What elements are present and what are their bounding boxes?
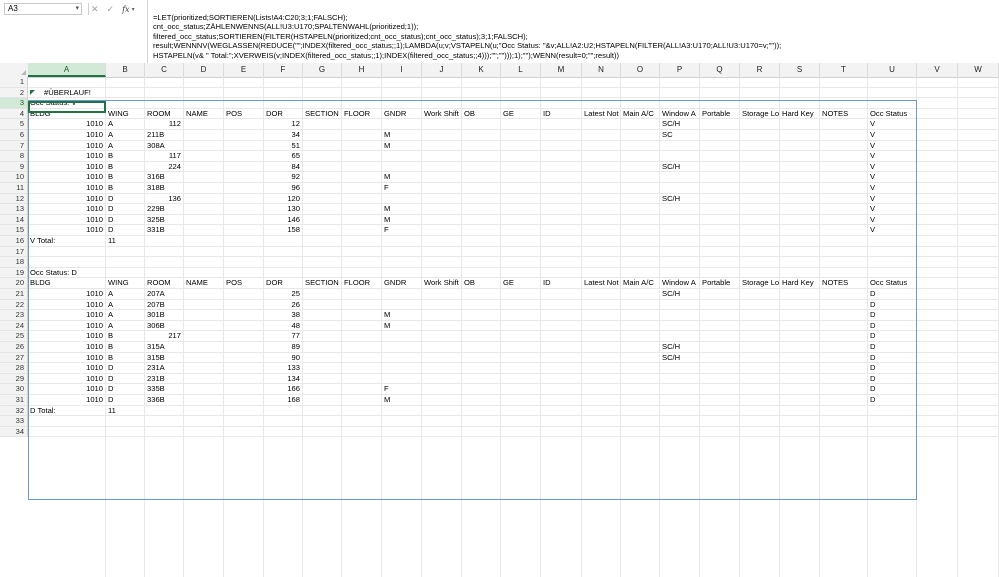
row-header[interactable]: 21 bbox=[0, 289, 28, 300]
cell-u12[interactable]: V bbox=[870, 193, 876, 203]
cell-i14[interactable]: M bbox=[384, 214, 391, 224]
cell-a11[interactable]: 1010 bbox=[86, 183, 103, 192]
select-all-corner[interactable] bbox=[0, 63, 29, 77]
cell-a6[interactable]: 1010 bbox=[86, 130, 103, 139]
cell-i10[interactable]: M bbox=[384, 172, 391, 182]
cell-h20[interactable]: FLOOR bbox=[344, 278, 371, 288]
row-header[interactable]: 7 bbox=[0, 141, 28, 152]
cell-a23[interactable]: 1010 bbox=[86, 310, 103, 320]
separator bbox=[88, 3, 89, 15]
cell-f13[interactable]: 130 bbox=[287, 204, 300, 214]
insert-function-icon[interactable]: fx bbox=[122, 4, 130, 14]
formula-input[interactable] bbox=[147, 0, 997, 72]
column-headers bbox=[0, 63, 999, 78]
cell-a26[interactable]: 1010 bbox=[86, 342, 103, 351]
cell-i4[interactable]: GNDR bbox=[384, 108, 407, 118]
row-header[interactable]: 2 bbox=[0, 88, 28, 99]
cell-u27[interactable]: D bbox=[870, 352, 876, 362]
row-header[interactable]: 20 bbox=[0, 278, 28, 289]
cell-p21[interactable]: SC/H bbox=[662, 289, 681, 298]
cell-b7[interactable]: A bbox=[108, 140, 114, 150]
formula-bar-buttons bbox=[91, 3, 135, 15]
cell-a29[interactable]: 1010 bbox=[86, 373, 103, 383]
cancel-icon[interactable]: ✕ bbox=[91, 3, 99, 14]
cell-c5[interactable]: 112 bbox=[168, 119, 181, 129]
cell-c27[interactable]: 315B bbox=[147, 352, 165, 362]
cell-c21[interactable]: 207A bbox=[147, 289, 165, 298]
cell-a22[interactable]: 1010 bbox=[86, 299, 103, 309]
cell-b26[interactable]: B bbox=[108, 342, 114, 351]
row-header[interactable]: 18 bbox=[0, 257, 28, 268]
cell-a16[interactable]: V Total: bbox=[30, 236, 56, 245]
cell-a5[interactable]: 1010 bbox=[86, 119, 103, 129]
cell-u29[interactable]: D bbox=[870, 373, 876, 383]
formula-line: cnt_occ_status;ZÄHLENWENNS(ALL!U3:U170;SPALTENWAHL(prioritized;1)); bbox=[153, 22, 419, 32]
row-header[interactable]: 5 bbox=[0, 119, 28, 130]
cell-o4[interactable]: Main A/C bbox=[623, 108, 654, 118]
row-header[interactable]: 8 bbox=[0, 151, 28, 162]
cell-a14[interactable]: 1010 bbox=[86, 214, 103, 224]
column-header-w[interactable]: W bbox=[958, 63, 999, 77]
cell-t4[interactable]: NOTES bbox=[822, 108, 849, 118]
cell-i23[interactable]: M bbox=[384, 310, 391, 320]
cell-a24[interactable]: 1010 bbox=[86, 320, 103, 330]
cell-f29[interactable]: 134 bbox=[287, 373, 300, 383]
cell-a10[interactable]: 1010 bbox=[86, 172, 103, 182]
cell-f4[interactable]: DOR bbox=[266, 108, 283, 118]
enter-check-icon[interactable]: ✓ bbox=[106, 3, 115, 14]
cell-f26[interactable]: 89 bbox=[291, 342, 300, 351]
cell-u15[interactable]: V bbox=[870, 225, 876, 235]
cell-c28[interactable]: 231A bbox=[147, 363, 165, 373]
cell-i6[interactable]: M bbox=[384, 130, 391, 139]
cell-a25[interactable]: 1010 bbox=[86, 331, 103, 341]
cell-f27[interactable]: 90 bbox=[291, 352, 300, 362]
cell-a28[interactable]: 1010 bbox=[86, 363, 103, 373]
cell-r20[interactable]: Storage Lo bbox=[742, 278, 780, 288]
column-header-t[interactable]: T bbox=[820, 63, 868, 77]
cell-b11[interactable]: B bbox=[108, 183, 114, 192]
cell-b8[interactable]: B bbox=[108, 151, 114, 161]
table-row bbox=[0, 88, 999, 99]
cell-f5[interactable]: 12 bbox=[291, 119, 300, 129]
cell-f14[interactable]: 146 bbox=[287, 214, 300, 224]
cell-f11[interactable]: 96 bbox=[291, 183, 300, 192]
chevron-down-icon[interactable]: ▾ bbox=[131, 6, 135, 13]
cell-f23[interactable]: 38 bbox=[291, 310, 300, 320]
cell-c15[interactable]: 331B bbox=[147, 225, 165, 235]
cell-f24[interactable]: 48 bbox=[291, 320, 300, 330]
cell-b15[interactable]: D bbox=[108, 225, 114, 235]
row-header[interactable]: 31 bbox=[0, 395, 28, 406]
cell-f21[interactable]: 25 bbox=[291, 289, 300, 298]
row-header[interactable]: 17 bbox=[0, 247, 28, 258]
active-cell-selection bbox=[28, 101, 106, 113]
row-header[interactable]: 28 bbox=[0, 363, 28, 374]
cell-c7[interactable]: 308A bbox=[147, 140, 165, 150]
cell-u21[interactable]: D bbox=[870, 289, 876, 298]
cell-f15[interactable]: 158 bbox=[287, 225, 300, 235]
row-header[interactable]: 34 bbox=[0, 427, 28, 438]
cell-u4[interactable]: Occ Status bbox=[870, 108, 908, 118]
cell-b14[interactable]: D bbox=[108, 214, 114, 224]
column-header-m[interactable]: M bbox=[541, 63, 582, 77]
cell-c13[interactable]: 229B bbox=[147, 204, 165, 214]
cell-b6[interactable]: A bbox=[108, 130, 114, 139]
cell-p12[interactable]: SC/H bbox=[662, 193, 681, 203]
cell-a3[interactable]: Occ Status: V bbox=[30, 98, 77, 108]
cell-b23[interactable]: A bbox=[108, 310, 114, 320]
cell-a8[interactable]: 1010 bbox=[86, 151, 103, 161]
row-header[interactable]: 32 bbox=[0, 406, 28, 417]
cell-d4[interactable]: NAME bbox=[186, 108, 208, 118]
cell-a2[interactable]: #ÜBERLAUF! bbox=[44, 87, 91, 97]
cell-k4[interactable]: OB bbox=[464, 108, 475, 118]
cell-c24[interactable]: 306B bbox=[147, 320, 165, 330]
cell-i13[interactable]: M bbox=[384, 204, 391, 214]
chevron-down-icon[interactable]: ▾ bbox=[75, 5, 79, 12]
cell-a30[interactable]: 1010 bbox=[86, 384, 103, 394]
column-header-a[interactable]: A bbox=[28, 63, 106, 77]
cell-c25[interactable]: 217 bbox=[168, 331, 181, 341]
cell-f7[interactable]: 51 bbox=[291, 140, 300, 150]
cell-g4[interactable]: SECTION bbox=[305, 108, 339, 118]
column-header-v[interactable]: V bbox=[917, 63, 958, 77]
cell-b12[interactable]: D bbox=[108, 193, 114, 203]
cell-b9[interactable]: B bbox=[108, 161, 114, 171]
cell-u7[interactable]: V bbox=[870, 140, 876, 150]
cell-n20[interactable]: Latest Not bbox=[584, 278, 619, 288]
cell-c20[interactable]: ROOM bbox=[147, 278, 171, 288]
error-indicator-icon[interactable] bbox=[30, 90, 35, 95]
cell-a13[interactable]: 1010 bbox=[86, 204, 103, 214]
cell-f31[interactable]: 168 bbox=[287, 395, 300, 404]
cell-a19[interactable]: Occ Status: D bbox=[30, 267, 77, 277]
cell-f8[interactable]: 65 bbox=[291, 151, 300, 161]
row-header[interactable]: 11 bbox=[0, 183, 28, 194]
cell-f22[interactable]: 26 bbox=[291, 299, 300, 309]
row-header[interactable]: 24 bbox=[0, 321, 28, 332]
cell-c29[interactable]: 231B bbox=[147, 373, 165, 383]
column-header-f[interactable]: F bbox=[264, 63, 303, 77]
row-header[interactable]: 29 bbox=[0, 374, 28, 385]
cell-s4[interactable]: Hard Key bbox=[782, 108, 814, 118]
cell-b21[interactable]: A bbox=[108, 289, 114, 298]
cell-p4[interactable]: Window A bbox=[662, 108, 696, 118]
formula-line: HSTAPELN(v& " Total:";XVERWEIS(v;INDEX(filtered_occ_status;;1);INDEX(filtered_occ_status;;4)));"";"")));1);"");WENN(result=0;"";result)) bbox=[153, 50, 620, 60]
cell-p20[interactable]: Window A bbox=[662, 278, 696, 288]
cell-a27[interactable]: 1010 bbox=[86, 352, 103, 362]
cell-c8[interactable]: 117 bbox=[168, 151, 181, 161]
cell-p9[interactable]: SC/H bbox=[662, 161, 681, 171]
cell-c12[interactable]: 136 bbox=[168, 193, 181, 203]
column-header-n[interactable]: N bbox=[582, 63, 621, 77]
cell-e4[interactable]: POS bbox=[226, 108, 243, 118]
column-header-j[interactable]: J bbox=[422, 63, 462, 77]
cell-a20[interactable]: BLDG bbox=[30, 278, 51, 288]
column-header-d[interactable]: D bbox=[184, 63, 224, 77]
cell-a9[interactable]: 1010 bbox=[86, 161, 103, 171]
column-header-e[interactable]: E bbox=[224, 63, 264, 77]
row-header[interactable]: 26 bbox=[0, 342, 28, 353]
cell-q20[interactable]: Portable bbox=[702, 278, 731, 288]
cell-b20[interactable]: WING bbox=[108, 278, 129, 288]
row-header[interactable]: 14 bbox=[0, 215, 28, 226]
cell-c26[interactable]: 315A bbox=[147, 342, 165, 351]
row-header[interactable]: 27 bbox=[0, 353, 28, 364]
cell-b16[interactable]: 11 bbox=[108, 236, 116, 245]
cell-b13[interactable]: D bbox=[108, 204, 114, 214]
row-header[interactable]: 30 bbox=[0, 384, 28, 395]
cell-l4[interactable]: GE bbox=[503, 108, 514, 118]
cell-u20[interactable]: Occ Status bbox=[870, 278, 908, 288]
cell-f25[interactable]: 77 bbox=[291, 331, 300, 341]
cell-u28[interactable]: D bbox=[870, 363, 876, 373]
cell-i11[interactable]: F bbox=[384, 183, 389, 192]
column-header-o[interactable]: O bbox=[621, 63, 660, 77]
cell-u5[interactable]: V bbox=[870, 119, 876, 129]
row-header[interactable]: 9 bbox=[0, 162, 28, 173]
column-header-b[interactable]: B bbox=[106, 63, 145, 77]
cell-b25[interactable]: B bbox=[108, 331, 114, 341]
cell-b32[interactable]: 11 bbox=[108, 405, 116, 415]
cell-a4[interactable]: BLDG bbox=[30, 108, 51, 118]
column-header-h[interactable]: H bbox=[342, 63, 382, 77]
column-header-g[interactable]: G bbox=[303, 63, 342, 77]
cell-b10[interactable]: B bbox=[108, 172, 114, 182]
row-header[interactable]: 25 bbox=[0, 331, 28, 342]
cell-i24[interactable]: M bbox=[384, 320, 391, 330]
cell-u13[interactable]: V bbox=[870, 204, 876, 214]
cell-i30[interactable]: F bbox=[384, 384, 389, 394]
row-header[interactable]: 23 bbox=[0, 310, 28, 321]
cell-r4[interactable]: Storage Lo bbox=[742, 108, 780, 118]
cell-c6[interactable]: 211B bbox=[147, 130, 165, 139]
cell-f28[interactable]: 133 bbox=[287, 363, 300, 373]
cell-u8[interactable]: V bbox=[870, 151, 876, 161]
column-header-r[interactable]: R bbox=[740, 63, 780, 77]
cell-u24[interactable]: D bbox=[870, 320, 876, 330]
cell-f9[interactable]: 84 bbox=[291, 161, 300, 171]
cell-u25[interactable]: D bbox=[870, 331, 876, 341]
cell-b24[interactable]: A bbox=[108, 320, 114, 330]
column-header-c[interactable]: C bbox=[145, 63, 184, 77]
column-header-l[interactable]: L bbox=[501, 63, 541, 77]
cell-a15[interactable]: 1010 bbox=[86, 225, 103, 235]
cell-c30[interactable]: 335B bbox=[147, 384, 165, 394]
cell-f20[interactable]: DOR bbox=[266, 278, 283, 288]
cell-b28[interactable]: D bbox=[108, 363, 114, 373]
cell-f6[interactable]: 34 bbox=[291, 130, 300, 139]
cell-b22[interactable]: A bbox=[108, 299, 114, 309]
cell-t20[interactable]: NOTES bbox=[822, 278, 849, 288]
cell-c14[interactable]: 325B bbox=[147, 214, 165, 224]
row-header[interactable]: 15 bbox=[0, 225, 28, 236]
cell-c23[interactable]: 301B bbox=[147, 310, 165, 320]
cell-c10[interactable]: 316B bbox=[147, 172, 165, 182]
cell-f10[interactable]: 92 bbox=[291, 172, 300, 182]
cell-p6[interactable]: SC bbox=[662, 130, 673, 139]
spill-range-border bbox=[28, 100, 917, 500]
cell-p26[interactable]: SC/H bbox=[662, 342, 681, 351]
column-header-q[interactable]: Q bbox=[700, 63, 740, 77]
cell-u14[interactable]: V bbox=[870, 214, 876, 224]
cell-i7[interactable]: M bbox=[384, 140, 391, 150]
column-header-s[interactable]: S bbox=[780, 63, 820, 77]
cell-b5[interactable]: A bbox=[108, 119, 114, 129]
name-box-value: A3 bbox=[8, 4, 18, 13]
cell-u22[interactable]: D bbox=[870, 299, 876, 309]
cell-f30[interactable]: 166 bbox=[287, 384, 300, 394]
cell-e20[interactable]: POS bbox=[226, 278, 243, 288]
cell-p5[interactable]: SC/H bbox=[662, 119, 681, 129]
cell-m20[interactable]: ID bbox=[543, 278, 551, 288]
row-header[interactable]: 12 bbox=[0, 194, 28, 205]
formula-line: =LET(prioritized;SORTIEREN(Lists!A4:C20;3;1;FALSCH); bbox=[153, 12, 348, 22]
cell-p27[interactable]: SC/H bbox=[662, 352, 681, 362]
cell-a31[interactable]: 1010 bbox=[86, 395, 103, 404]
row-header[interactable]: 22 bbox=[0, 300, 28, 311]
formula-line: result;WENNNV(WEGLASSEN(REDUCE("";INDEX(filtered_occ_status;;1);LAMBDA(u;v;VSTAPELN(u;"Occ Status: "&v;ALL!A2:U2;HSTAPELN(FILTER(ALL!A3:U170;ALL!U3:U170=v;"")); bbox=[153, 41, 782, 51]
cell-o20[interactable]: Main A/C bbox=[623, 278, 654, 288]
cell-u10[interactable]: V bbox=[870, 172, 876, 182]
row-header[interactable]: 3 bbox=[0, 98, 28, 109]
cell-i15[interactable]: F bbox=[384, 225, 389, 235]
cell-b4[interactable]: WING bbox=[108, 108, 129, 118]
cell-q4[interactable]: Portable bbox=[702, 108, 731, 118]
column-header-p[interactable]: P bbox=[660, 63, 700, 77]
cell-c11[interactable]: 318B bbox=[147, 183, 165, 192]
cell-b27[interactable]: B bbox=[108, 352, 114, 362]
cell-u6[interactable]: V bbox=[870, 130, 876, 139]
cell-u31[interactable]: D bbox=[870, 395, 876, 404]
cell-n4[interactable]: Latest Not bbox=[584, 108, 619, 118]
row-header[interactable]: 4 bbox=[0, 109, 28, 120]
cell-s20[interactable]: Hard Key bbox=[782, 278, 814, 288]
cell-c22[interactable]: 207B bbox=[147, 299, 165, 309]
cell-u11[interactable]: V bbox=[870, 183, 876, 192]
cell-f12[interactable]: 120 bbox=[287, 193, 300, 203]
cell-u30[interactable]: D bbox=[870, 384, 876, 394]
formula-line: filtered_occ_status;SORTIEREN(FILTER(HSTAPELN(prioritized;cnt_occ_status);cnt_occ_status);3;1;FALSCH); bbox=[153, 31, 528, 41]
cell-m4[interactable]: ID bbox=[543, 108, 551, 118]
cell-j4[interactable]: Work Shift bbox=[424, 108, 459, 118]
cell-c31[interactable]: 336B bbox=[147, 395, 165, 404]
cell-a32[interactable]: D Total: bbox=[30, 405, 56, 415]
cell-u26[interactable]: D bbox=[870, 342, 876, 351]
cell-i20[interactable]: GNDR bbox=[384, 278, 407, 288]
cell-b30[interactable]: D bbox=[108, 384, 114, 394]
row-header[interactable]: 10 bbox=[0, 172, 28, 183]
cell-b31[interactable]: D bbox=[108, 395, 114, 404]
column-header-k[interactable]: K bbox=[462, 63, 501, 77]
row-header[interactable]: 33 bbox=[0, 416, 28, 427]
row-header[interactable]: 19 bbox=[0, 268, 28, 279]
column-header-i[interactable]: I bbox=[382, 63, 422, 77]
cell-d20[interactable]: NAME bbox=[186, 278, 208, 288]
table-row bbox=[0, 77, 999, 88]
column-header-u[interactable]: U bbox=[868, 63, 917, 77]
cell-c9[interactable]: 224 bbox=[168, 161, 181, 171]
cell-a21[interactable]: 1010 bbox=[86, 289, 103, 298]
row-header[interactable]: 1 bbox=[0, 77, 28, 88]
cell-j20[interactable]: Work Shift bbox=[424, 278, 459, 288]
cell-g20[interactable]: SECTION bbox=[305, 278, 339, 288]
row-header[interactable]: 6 bbox=[0, 130, 28, 141]
cell-u23[interactable]: D bbox=[870, 310, 876, 320]
cell-a12[interactable]: 1010 bbox=[86, 193, 103, 203]
name-box[interactable] bbox=[4, 3, 82, 15]
cell-c4[interactable]: ROOM bbox=[147, 108, 171, 118]
cell-l20[interactable]: GE bbox=[503, 278, 514, 288]
row-header[interactable]: 13 bbox=[0, 204, 28, 215]
cell-u9[interactable]: V bbox=[870, 161, 876, 171]
cell-k20[interactable]: OB bbox=[464, 278, 475, 288]
cell-i31[interactable]: M bbox=[384, 395, 391, 404]
cell-h4[interactable]: FLOOR bbox=[344, 108, 371, 118]
cell-b29[interactable]: D bbox=[108, 373, 114, 383]
cell-a7[interactable]: 1010 bbox=[86, 140, 103, 150]
row-header[interactable]: 16 bbox=[0, 236, 28, 247]
